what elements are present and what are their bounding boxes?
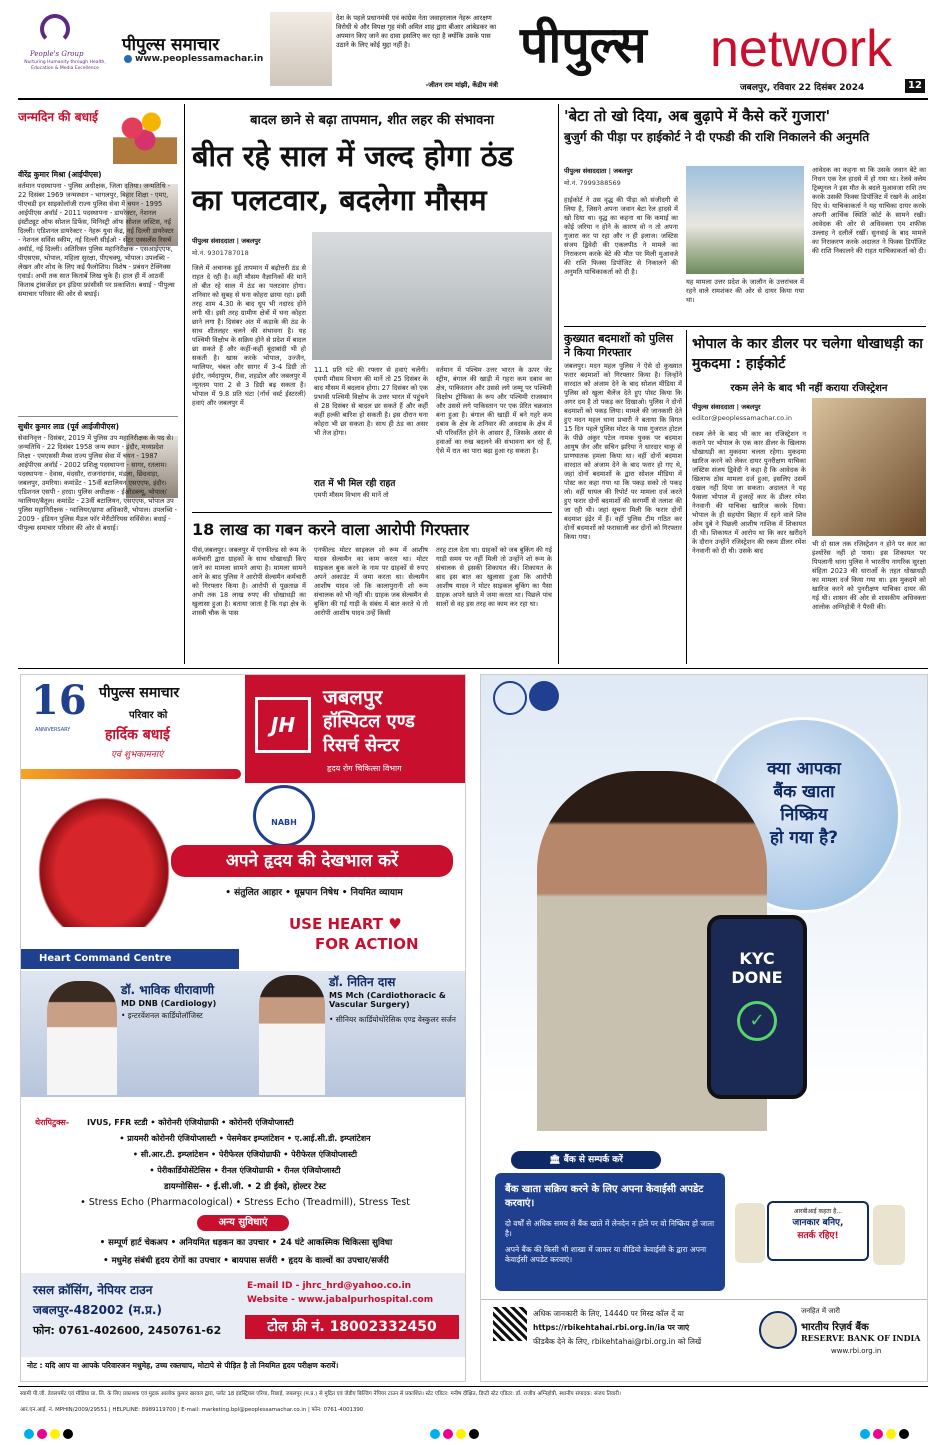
feedback-line[interactable]: फीडबैक देने के लिए, rbikehtahai@rbi.org.in को लिखें (533, 1337, 702, 1346)
hospital-name-2: हॉस्पिटल एण्ड (323, 711, 415, 732)
issuer-name-en: RESERVE BANK OF INDIA (801, 1333, 921, 1343)
anniversary-number: 16 (31, 677, 87, 724)
therapy-line-3: • सी.आर.टी. इम्प्लांटेशन • पेरीफेरल एंजियोग्राफी • पेरीफेरल एंजियोप्लास्टी (132, 1150, 358, 1159)
diagnosis-line-1: डायग्नोसिस- • ई.सी.जी. • 2 डी ईको, होल्टर टेस्ट (164, 1182, 326, 1192)
birthday-divider (18, 416, 178, 417)
footer-rule (18, 1386, 928, 1387)
car-col2: भी दो साल तक रजिस्ट्रेशन न होने पर कार का इंश्योरेंस नहीं हो पाया। इस शिकायत पर पिपलानी थाना पुलिस ने भारतीय नागरिक सुरक्षा संहिता 2023 की धाराओं के तहत धोखाधड़ी का मामला दर्ज किया गया था। इस मुकदमे को खारिज करने को पुनरीक्षण याचिका दायर की गई थी। शासन की ओर से शासकीय अधिवक्ता आलोक अग्निहोत्री ने पैरवी की। (812, 540, 926, 611)
car-byline: पीपुल्स संवाददाता | जबलपुर (692, 403, 761, 411)
hospital-website[interactable]: Website - www.jabalpurhospital.com (247, 1295, 434, 1305)
globe-icon (124, 55, 132, 63)
hospital-note: नोट : यदि आप या आपके परिवारजन मधुमेह, उच्च रक्तचाप, मोटापे से पीड़ित है तो नियमित हृदय परीक्षण करायें। (27, 1361, 339, 1370)
car-col1: रकम लेने के बाद भी कार का रजिस्ट्रेशन न कराने पर भोपाल के एक कार डीलर के खिलाफ धोखाधड़ी का मुकदमा चलता रहेगा। मुकदमा खारिज करने को लेकर दायर पुनरीक्षण याचिका जस्टिस संजय द्विवेदी ने कहा है कि आवेदक के खिलाफ ठोस मामला दर्ज हुआ, इसलिए उसमें दखल नहीं दिया जा सकता। अदालत ने यह फैसला भोपाल में हुजरहें कार के डीलर रमेश नेनवानी की याचिका खारिज करके दिया। भोपाल के ही सहयोग बिहार में रहने वाले शिव ओम दुबे ने पिछली आशीष नाशिक में शिकायत दी थी। शिकायत में आरोप था कि कार खरीदने के दौरान उन्होंने रजिस्ट्रेशन की रकम डीलर रमेश नेनवानी को दी थी। उसके बाद (692, 430, 806, 555)
facilities-title: अन्य सुविधाएं (197, 1215, 289, 1231)
page-number: 12 (905, 79, 925, 93)
hospital-logo: JH (255, 697, 311, 753)
bubble-line-1: क्या आपका (767, 759, 841, 779)
registration-marks-2 (430, 1424, 482, 1443)
hc-bottom-rule (564, 326, 926, 327)
birthday-person2-text: सेवानिवृत्त - दिसंबर, 2019 में पुलिस उप महानिरीक्षक के पद से। जन्मतिथि - 22 दिसंबर 1958 जन्म स्थान - इंदौर, मध्यप्रदेश शिक्षा - एमएससी मैथ्स राज्य पुलिस सेवा में चयन - 1987 आईपीएस अवॉर्ड - 2002 प्रशिक्षु पदस्थापना - सागर, रतलाम। पदस्थापना - देवास, मंदसौर, राजनांदगांव, मंडला, छिंदवाड़ा, जबलपुर, उमरिया। कमांडेंट - 15वीं बटालियन एसएएफ, इंदौर। एडिशनल एसपी - हरदा। पुलिस अधीक्षक - ईओडब्ल्यू, भोपाल/ग्वालियर/बैतूल। कमांडेंट - 23वीं बटालियन, एसएएफ, भोपाल उप पुलिस महानिरीक्षक - ग्वालियर/छापा अधिकारी, भोपाल। उपलब्धि - 2009 - इंडियन पुलिस मैडल फॉर मेरीटोरियस सर्विसेज। बधाई - पीपुल्स समाचार परिवार की ओर से बधाई। (18, 434, 177, 532)
heart-illustration (29, 787, 179, 927)
hospital-phone[interactable]: फोन: 0761-402600, 2450761-62 (33, 1324, 222, 1337)
hc-col3: आवेदक का कहना था कि उसके जवान बेटे का निधन एक रेल हादसे में हो गया था। रेलवे क्लेम ट्रिब्यूनल ने इस मौत के बदले मुआवजा राशि तय करके उसकी फिक्स डिपॉजिट में रखने के आदेश दिए थे। याचिकाकर्ता ने यह याचिका दायर करके अपनी आर्थिक स्थिति कोर्ट के सामने रखी। आवेदक की ओर से अधिवक्ता एम शफीक उल्लाह ने दलीलें रखीं। सुनवाई के बाद मामले का निराकरण करके अदालत ने फिक्स डिपॉजिट की राशि निकालने की राहत याचिकाकर्ता को दी। (812, 166, 926, 255)
therapy-line-1: IVUS, FFR स्टडी • कोरोनरी एंजियोग्राफी • कोरोनरी एंजियोप्लास्टी (87, 1118, 294, 1127)
ad-paper-name: पीपुल्स समाचार (99, 685, 180, 701)
weather-col2b: एमपी मौसम विभाग की मानें तो (314, 491, 389, 499)
facilities-line-2: • मधुमेह संबंधी हृदय रोगों का उपचार • बायपास सर्जरी • हृदय के वाल्वों का उपचार/सर्जरी (103, 1256, 389, 1266)
peoples-group-logo (40, 14, 70, 44)
phone-text-1: KYC (739, 949, 775, 968)
use-heart-2: FOR ACTION (315, 935, 419, 953)
weather-bottom-rule (192, 512, 552, 513)
care-tips: • संतुलित आहार • धूम्रपान निषेध • नियमित व्यायाम (225, 888, 403, 898)
doctor1-role: • इन्टरवेंशनल कार्डियोलॉजिस्ट (121, 1011, 203, 1020)
issuer-name: भारतीय रिज़र्व बैंक (801, 1322, 869, 1333)
doctor1-photo (47, 981, 117, 1095)
doctor2-degree: MS Mch (Cardiothoracic & Vascular Surgery) (329, 991, 446, 1009)
birthday-column (18, 104, 180, 664)
diagnosis-line-2: • Stress Echo (Pharmacological) • Stress Echo (Treadmill), Stress Test (80, 1197, 410, 1208)
kuk-text: जबलपुर। मदन महल पुलिस ने ऐसे दो कुख्यात फरार बदमाशों को गिरफ्तार किया है। जिन्होंने वारदात को अंजाम देने के बाद सोशल मीडिया में पुलिस को खुला चैलेंज देते हुए पोस्ट किया कि अगर दम है तो पकड़ कर दिखाओ। पुलिस ने दोनों बदमाशों को पकड़ लिया। मामले की जानकारी देते हुए मदन महल थाना प्रभारी ने बताया कि विगत 15 दिन पहले पुलिस मोटर के पास गुजरात होटल के पीछे अंकुर पटेल नामक युवक पर बदमाश आयुष जैन और सचिन झरिया ने धारदार चाकू से प्राणघातक हमला किया था। वहीं दोनों बदमाश वारदात को अंजाम देने के बाद फरार हो गए थे, जहां दोनों बदमाशों के द्वारा सोशल मीडिया में पोस्ट कर कहा गया था कि पकड़ सको तो पकड़ लो। वहीं घायल की रिपोर्ट पर मामला दर्ज करते हुए फरार दोनों बदमाशों की सरगर्मी से तलाश की जा रही थी। जहां सूचना मिली कि फरार दोनों बदमाश इंद्रेर में हैं। वहीं पुलिस टीम गठित कर दोनों बदमाशों को फरासाली कर दोनों को गिरफ्तार किया गया। (564, 362, 682, 541)
bubble-line-2: बैंक खाता (773, 782, 835, 802)
kyc-box-title: बैंक खाता सक्रिय करने के लिए अपना केवाईसी अपडेट करवाएं। (505, 1184, 704, 1209)
birthday-person1-name: वीरेंद्र कुमार मिश्रा (आईपीएस) (18, 170, 102, 179)
network-left: पीपुल्स (520, 16, 647, 74)
hospital-ad (20, 674, 466, 1382)
col-rule-2 (558, 104, 559, 664)
phone-text-2: DONE (731, 968, 783, 987)
bank-icon: 🏛 (549, 1155, 564, 1165)
fraud-col3: तरह टाल देता था। ग्राहकों को जब बुकिंग की गई गाड़ी समय पर नहीं मिली तो उन्होंने शो रूम के संचालक से इसकी शिकायत की। शिकायत के बाद इस बात का खुलासा हुआ कि आरोपी आशीष यादव ने मोटर साइकल बुकिंग का पैसा ग्राहक अपने खाते में जमा करता था। पिछले पांच सालों से वह इस तरह का काम कर रहा था। (436, 546, 552, 608)
rbi-website[interactable]: www.rbi.org.in (831, 1347, 882, 1355)
sign-line-1: आरबीआई कहता है... (793, 1208, 843, 1215)
hc-mobile: मो.नं. 7999388569 (564, 179, 621, 187)
doctor2-photo (259, 975, 325, 1095)
info-line: अधिक जानकारी के लिए, 14440 पर मिस्ड कॉल दें या (533, 1309, 684, 1318)
fraud-col2: एनफील्ड मोटर साइकल शो रूम में आशीष यादव सेल्समैन का काम करता था। मोटर साइकल बुक करने के नाम पर ग्राहकों से रुपए अपने अकाउंट में जमा करता था। सेल्समैन आशीष यादव जो कि कालापुरानी शो रूम संचालक को भी नहीं थी। ग्राहक जब सेल्समैन से बुकिंग की गई गाड़ी के संबंध में बात करते थे तो आरोपी आशीष यादव उन्हें किसी (314, 546, 428, 617)
use-heart-1: USE HEART ♥ (289, 915, 402, 933)
fraud-col1: पीसं,जबलपुर। जबलपुर में एनफील्ड सो रूम के कर्मचारी द्वारा ग्राहकों के साथ धोखाधड़ी किए जाने का मामला सामने आया है। मामला सामने आने के बाद पुलिस ने आरोपी सेल्समैन कर्मचारी को गिरफ्तार किया है। आरोपी से पूछताछ में अभी तक 18 लाख रुपए की धोखाधड़ी का खुलासा हुआ है। बताया जाता है कि गढ़ा क्षेत्र के शास्त्री चौक के पास (192, 546, 306, 617)
website[interactable]: www.peoplessamachar.in (135, 54, 264, 64)
weather-fog-photo (312, 232, 552, 360)
hc-byline: पीपुल्स संवाददाता | जबलपुर (564, 167, 633, 175)
hospital-name-panel (245, 675, 465, 783)
hc-col1: हाईकोर्ट ने उस वृद्ध की पीड़ा को संजीदगी से लिया है, जिसने अपना जवान बेटा रेल हादसे में खो दिया था। वृद्ध का कहना था कि कमाई का कोई जरिया न होने के कारण वो न तो अपना गुजारा कर पा रहा और न ही इलाज। जस्टिस संजय द्विवेदी की एकलपीठ ने मामले का निराकरण करके बेटे की मौत पर मिली मुआवजे की राशि फिक्स डिपॉजिट से निकालने की अनुमति याचिकाकर्ता को दी है। (564, 196, 678, 276)
birthday-person2-name: सुधीर कुमार लाड (पूर्व आईजीपीएस) (18, 422, 119, 431)
quote-text: देश के पहले प्रधानमंत्री एवं कांग्रेस नेता जवाहरलाल नेहरू आरक्षण विरोधी थे और विपक्ष गृह मंत्री अमित शाह द्वारा बीआर आंबेडकर का अपमान किए जाने का दावा इसलिए कर रहा है क्योंकि उसके पास उठाने के लिए कोई मुद्दा नहीं है। (336, 14, 497, 49)
ribbon-decoration (21, 769, 241, 779)
greet-line3: एवं शुभकामनाएं (111, 750, 164, 760)
quote-portrait (270, 12, 332, 86)
quote-author: -जीतन राम मांझी, केंद्रीय मंत्री (425, 81, 498, 89)
hospital-name-3: रिसर्च सेन्टर (323, 735, 400, 756)
doctor1-degree: MD DNB (Cardiology) (121, 999, 217, 1008)
nabh-label: NABH (271, 818, 297, 827)
network-right: network (710, 20, 893, 78)
car-headline: भोपाल के कार डीलर पर चलेगा धोखाधड़ी का मुकदमा : हाईकोर्ट (692, 336, 923, 372)
qr-code[interactable] (493, 1307, 527, 1341)
fraud-headline: 18 लाख का गबन करने वाला आरोपी गिरफ्तार (192, 520, 469, 539)
facilities-line-1: • सम्पूर्ण हार्ट चेकअप • अनियमित धड़कन का उपचार • 24 घंटे आकस्मिक चिकित्सा सुविधा (99, 1238, 393, 1248)
info-url[interactable]: https://rbikehtahai.rbi.org.in/ia पर जाएं (533, 1323, 690, 1332)
rbi-emblem-small (529, 681, 559, 711)
therapy-line-2: • प्रायमरी कोरोनरी एंजियोप्लास्टी • पेसमेकर इम्प्लांटेशन • ए.आई.सी.डी. इम्प्लांटेशन (119, 1134, 371, 1143)
sign-line-2: जानकार बनिए, (792, 1218, 844, 1228)
toll-free[interactable]: टोल फ्री नं. 18002332450 (245, 1315, 459, 1339)
address-1: रसल क्रॉसिंग, नेपियर टाउन (33, 1283, 153, 1297)
weather-col3: वर्तमान में पश्चिम उत्तर भारत के ऊपर जेट स्ट्रीम, बंगाल की खाड़ी में गहरा कम दबाव का क्षेत्र, पाकिस्तान और उससे लगे जम्मू पर पश्चिमी विक्षोभ ट्रोफिका के रूप और पश्चिमी राजस्थान और उससे लगे पाकिस्तान पर एक प्रेरित चक्रवात बना हुआ है। बंगाल की खाड़ी में बने गहरे कम दबाव के क्षेत्र के शनिवार की अवदाब के क्षेत्र में भी परिवर्तित होने के आसार हैं, जिसके असर से हवाओं का रुख बदलने की संभावना बन रहे हैं, ऐसे में रात का पारा बढ़ा हुआ रह सकता है। (436, 366, 552, 455)
justice-statue-photo (812, 398, 926, 536)
greet-line2: हार्दिक बधाई (105, 727, 170, 743)
weather-col2: 11.1 प्रति घंटे की रफ्तार से हवाएं चलेंगी। एमपी मौसम विभाग की मानें तो 25 दिसंबर के बाद मौसम में बदलाव होगा। 27 दिसंबर को एक प्रभावी पश्चिमी विक्षोभ के उत्तर भारत में पहुंचने से 28 दिसंबर से बादल छा सकते हैं और कहीं कहीं हल्की बारिश हो सकती है। इस दौरान घना कोहरा भी छा सकता है। साथ ही ठंड का असर भी तेज होगा। (314, 366, 428, 437)
car-subhead: रकम लेने के बाद भी नहीं कराया रजिस्ट्रेशन (730, 383, 888, 394)
hospital-name-1: जबलपुर (323, 685, 383, 709)
dateline: जबलपुर, रविवार 22 दिसंबर 2024 (740, 83, 865, 93)
weather-subhead: रात में भी मिल रही राहत (314, 479, 396, 489)
col-rule-3 (686, 330, 687, 664)
hc-building-photo (686, 166, 804, 274)
rbi-90-logo (493, 681, 527, 715)
rbi-ad (480, 674, 928, 1382)
car-email[interactable]: editor@peoplessamachar.co.in (692, 414, 792, 422)
nabh-seal (253, 785, 315, 847)
weather-headline: बीत रहे साल में जल्द होगा ठंड का पलटवार, बदलेगा मौसम (192, 139, 514, 217)
hc-kicker: 'बेटा तो खो दिया, अब बुढ़ापे में कैसे करें गुजारा' (564, 107, 831, 125)
masthead-rule (18, 98, 928, 100)
registration-marks (24, 1424, 76, 1443)
bubble-line-3: निष्क्रिय (780, 805, 828, 825)
registration-marks-3 (860, 1424, 912, 1443)
doctor2-name: डॉ. नितिन दास (329, 975, 396, 989)
contact-tab-label: बैंक से सम्पर्क करें (563, 1155, 623, 1165)
coin-character-right (873, 1205, 905, 1265)
hc-col2-tail: यह मामला उत्तर प्रदेश के जालौन के उत्तरांचल में रहने वाले रामशंकर की ओर से दायर किया गया था। (686, 278, 804, 304)
anniversary-label: ANNIVERSARY (35, 727, 71, 733)
contact-tab (511, 1151, 661, 1169)
footer-reg: आर.एन.आई. नं. MPHIN/2009/29551 | HELPLINE: 8989119700 | E-mail: marketing.bpl@peoplessamachar.co.in | फोन: 0761-4001390 (20, 1407, 364, 1413)
therapy-label: थेरापिटुक्स- (35, 1118, 70, 1127)
flower-basket-image (113, 104, 177, 164)
kyc-point-2: अपने बैंक की किसी भी शाखा में जाकर या वीडियो केवाईसी के द्वारा अपना केवाईसी अपडेट करवाएं। (505, 1245, 707, 1264)
doctor2-role: • सीनियर कार्डियोथोरेसिक एण्ड वेस्कुलर सर्जन (329, 1015, 456, 1024)
rbi-seal (759, 1311, 797, 1349)
therapy-line-4: • पेरीकार्डियोसेंटेसिस • रीनल एंजियोग्राफी • रीनल एंजियोप्लास्टी (149, 1166, 341, 1175)
weather-mobile: मो.नं. 9301787018 (192, 249, 249, 257)
kyc-info-box (495, 1173, 725, 1291)
hc-headline: बुजुर्ग की पीड़ा पर हाईकोर्ट ने दी एफडी की राशि निकालने की अनुमति (564, 130, 870, 144)
hospital-email[interactable]: E-mail ID - jhrc_hrd@yahoo.co.in (247, 1281, 412, 1291)
issuer-pre: जनहित में जारी (801, 1307, 840, 1315)
birthday-person1-text: वर्तमान पदस्थापना - पुलिस अधीक्षक, जिला दतिया। जन्मतिथि - 22 दिसंबर 1969 जन्मस्थान - भागलपुर, बिहार शिक्षा - एमए, पीएचडी इन साइकोलॉजी राज्य पुलिस सेवा में चयन - 1995 आईपीएस अवॉर्ड - 2011 पदस्थापना - डायरेक्टर, नेशनल इंस्टीट्यूट ऑफ सोशल डिफेंस, मिनिस्ट्री ऑफ सोशल जस्टिस, नई दिल्ली। एडिशनल डायरेक्टर - नेहरू युवा केंद्र, नई दिल्ली डायरेक्टर - नेशनल सर्विस स्कीम, नई दिल्ली सीईओ - सेंटर एक्सलेंस रिसर्च अवॉर्ड, नई दिल्ली। अतिरिक्त पुलिस महानिरीक्षक - एसआईएएफ, पीएसएस, भोपाल, महिला सुरक्षा, पीएचक्यू, भोपाल। उपलब्धि - लेखन और शोध के लिए कई फैलोशिप। विशेष - प्रबंधन टेक्निक्स एवार्ड। अभी तक सात किताबें लिख चुके हैं। हाल ही में आठवीं किताब ट्रांसजेंडर इन इंडिया फ्रांसीसी पर प्रकाशित। बधाई - पीपुल्स समाचार परिवार की ओर से बधाई। (18, 182, 175, 298)
doctor1-name: डॉ. भाविक धीरावाणी (121, 983, 215, 997)
group-tagline: Nurturing Humanity through Health, Education & Media Excellence (24, 60, 106, 71)
greet-line1: परिवार को (129, 710, 168, 721)
weather-kicker: बादल छाने से बढ़ा तापमान, शीत लहर की संभावना (250, 113, 494, 128)
footer-imprint: स्वामी पी.जी. डेवलपमेंट एवं मीडिया प्रा. लि. के लिए प्रकाशक एवं मुद्रक आलोक कुमार खरवल द्वारा, प्लॉट 18 इंडस्ट्रियल एरिया, रिछाई, जबलपुर (म.प्र.) से मुद्रित एवं जेडीए बिल्डिंग नेपियर टाउन से प्रकाशित। स्टेट एडिटर: मनीष दीक्षित, डिप्टी स्टेट एडिटर: डॉ. राजीव अग्निहोत्री, स्थानीय संपादक: संजय तिवारी। (20, 1391, 621, 1397)
coin-character-left (735, 1203, 765, 1263)
care-banner: अपने हृदय की देखभाल करें (171, 845, 453, 877)
masthead (0, 0, 945, 98)
phone-mockup (707, 915, 807, 1099)
sign-line-3: सतर्क रहिए! (797, 1231, 839, 1241)
kuk-headline: कुख्यात बदमाशों को पुलिस ने किया गिरफ्तार (564, 332, 674, 359)
birthday-badge: जन्मदिन की बधाई (18, 110, 98, 124)
col-rule-1 (184, 104, 185, 664)
bubble-line-4: हो गया है? (770, 828, 838, 848)
hospital-dept: हृदय रोग चिकित्सा विभाग (327, 764, 402, 773)
weather-byline: पीपुल्स संवाददाता | जबलपुर (192, 237, 261, 245)
kyc-point-1: दो वर्षों से अधिक समय से बैंक खाते में लेनदेन न होने पर वो निष्क्रिय हो जाता है। (505, 1219, 715, 1238)
group-name: People's Group (30, 50, 84, 58)
weather-col1: जिले में अचानक हुई तापमान में बढ़ोत्तरी ठंड से राहत दे रही है। वहीं मौसम वैज्ञानिकों की मानें तो बीत रहे साल में ठंड का पलटवार होगा। शनिवार को सुबह से घना कोहरा छाया रहा। इसी तरह शाम 4.30 के बाद धूप भी नदारद होने लगी थी। इसी तरह ग्रामीण क्षेत्रों में घना कोहरा छाने लगा है। दिसंबर अंत में कड़ाके की ठंड के साथ शीतलहर चलने की संभावना है। यह पश्चिमी विक्षोभ के सक्रिय होने से प्रदेश में बादल छा सकते हैं और कहीं-कहीं बूंदाबांदी भी हो सकती है। खास करके भोपाल, उज्जैन, ग्वालियर, चंबल और सागर में 3-4 डिग्री तो इंदौर, नर्मदापुरम, रीवा, शहडोल और जबलपुर में न्यूनतम पारा 2 से 3 डिग्री बढ़ सकता है। भोपाल में 9.8 प्रति घंटा (नॉर्थ वर्स्ट ईस्टरली) हवाएं और जबलपुर में (192, 264, 306, 407)
check-icon: ✓ (737, 1001, 777, 1041)
paper-name: पीपुल्स समाचार (122, 35, 220, 55)
heart-command-centre: Heart Command Centre (21, 949, 239, 969)
content-ads-rule (18, 668, 928, 669)
rbi-sign-board (767, 1201, 869, 1261)
address-2: जबलपुर-482002 (म.प्र.) (33, 1303, 162, 1317)
